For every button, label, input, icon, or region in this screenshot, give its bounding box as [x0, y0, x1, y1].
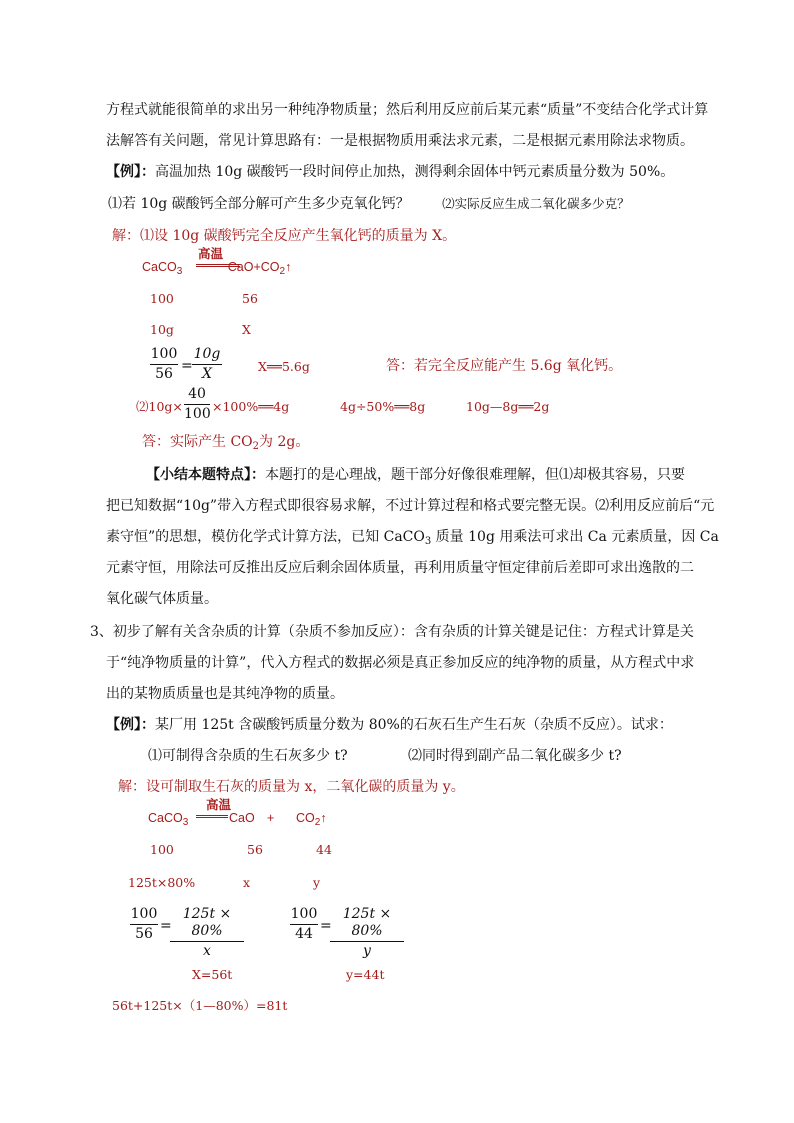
s1-fraction-a — [150, 346, 178, 383]
example1-label: 【例】： — [106, 164, 155, 180]
s2-plus: + — [267, 811, 275, 825]
s1-given1: 10g — [150, 322, 174, 337]
s1-mass2: 56 — [242, 291, 258, 306]
s1-reactant-sub: 3 — [176, 266, 183, 277]
section3-line-1: 3、初步了解有关含杂质的计算（杂质不参加反应）：含有杂质的计算关键是记住：方程式计算是关 — [90, 624, 694, 640]
s2-result-y: y=44t — [346, 967, 385, 982]
solution1-condition: 高温 — [198, 246, 224, 261]
s1-products-sub: 2 — [279, 266, 286, 277]
s1-answer2-sub: 2 — [252, 441, 260, 452]
s1-answer1: 答：若完全反应能产生 5.6g 氧化钙。 — [386, 358, 623, 374]
s1-fa-num: 100 — [150, 346, 178, 362]
s2-p2: CO — [296, 811, 315, 825]
summary-line-5: 氧化碳气体质量。 — [106, 591, 218, 607]
example1-q2: ⑵实际反应生成二氧化碳多少克？ — [442, 196, 630, 211]
s2-mass1: 100 — [150, 842, 174, 857]
s2-final: 56t+125t×（1—80%）=81t — [112, 998, 288, 1013]
s1-fa-den: 56 — [155, 366, 173, 382]
summary-3sub: 3 — [424, 536, 432, 547]
s1-c2-den: 100 — [184, 406, 211, 422]
s2-fc-bar — [290, 924, 318, 925]
s2-fc-den: 44 — [295, 926, 313, 942]
section3-line-3: 出的某物质质量也是其纯净物的质量。 — [106, 686, 344, 702]
intro-line-2: 法解答有关问题，常见计算思路有：一是根据物质用乘法求元素，二是根据元素用除法求物质。 — [106, 133, 694, 149]
s2-reactant-sub: 3 — [182, 817, 189, 828]
s2-fraction-c — [290, 906, 318, 943]
example1-q1: ⑴若 10g 碳酸钙全部分解可产生多少克氧化钙？ — [108, 196, 410, 212]
solution2-intro: 解：设可制取生石灰的质量为 x，二氧化碳的质量为 y。 — [118, 779, 465, 795]
s2-var-x: x — [243, 875, 251, 890]
s1-calc2-fraction — [184, 386, 210, 423]
s2-fraction-eq-1: = — [160, 918, 172, 934]
s1-arrow: ↑ — [285, 260, 292, 274]
s2-fraction-eq-2: = — [320, 918, 332, 934]
s2-result-x: X=56t — [192, 967, 233, 982]
example2-q2: ⑵同时得到副产品二氧化碳多少 t? — [408, 748, 622, 764]
section3-line-2: 于“纯净物质量的计算”，代入方程式的数据必须是真正参加反应的纯净物的质量，从方程式中求 — [106, 655, 695, 671]
s2-fa-bar — [130, 924, 158, 925]
s1-answer2-a: 答：实际产生 CO — [142, 434, 253, 450]
s1-fraction-b — [192, 346, 222, 383]
s1-products: CaO+CO — [227, 260, 280, 274]
example1-questions — [108, 195, 630, 213]
s1-mass1: 100 — [150, 291, 174, 306]
s2-arrow: ↑ — [320, 811, 327, 825]
example2-label: 【例】： — [106, 717, 155, 733]
s2-fb-bar — [170, 941, 244, 942]
example2-line — [106, 716, 673, 734]
s1-fraction-eq: = — [181, 358, 193, 374]
s2-fb-den: x — [203, 943, 211, 959]
s2-fd-bar — [330, 941, 404, 942]
s1-calc2-prefix: ⑵10g× — [136, 399, 183, 414]
s1-x-result: X══5.6g — [258, 359, 310, 374]
intro-line-1: 方程式就能很简单的求出另一种纯净物质量；然后利用反应前后某元素“质量”不变结合化学式计算 — [106, 102, 709, 118]
summary-line-3 — [106, 528, 719, 551]
summary-line-4: 元素守恒，用除法可反推出反应后剩余固体质量，再利用质量守恒定律前后差即可求出逸散的二 — [106, 560, 694, 576]
s2-fraction-a — [130, 906, 158, 943]
s2-fa-den: 56 — [135, 926, 153, 942]
s2-fc-num: 100 — [290, 906, 318, 922]
s1-fb-num: 10g — [193, 346, 221, 362]
summary-3a: 素守恒”的思想，模仿化学式计算方法，已知 CaCO — [106, 529, 425, 545]
summary-text-1: 本题打的是心理战，题干部分好像很难理解，但⑴却极其容易，只要 — [265, 467, 685, 483]
s2-product2 — [296, 809, 327, 832]
example2-text: 某厂用 125t 含碳酸钙质量分数为 80%的石灰石生产生石灰（杂质不反应）。试求： — [155, 717, 673, 733]
s1-answer2-b: 为 2g。 — [259, 434, 310, 450]
s2-mass3: 44 — [316, 842, 332, 857]
example1-text: 高温加热 10g 碳酸钙一段时间停止加热，测得剩余固体中钙元素质量分数为 50%。 — [155, 164, 675, 180]
s1-c2-num: 40 — [188, 386, 206, 402]
s2-var-y: y — [313, 875, 321, 890]
s2-fd-den: y — [363, 943, 371, 959]
s2-fa-num: 100 — [130, 906, 158, 922]
summary-3b: 质量 10g 用乘法可求出 Ca 元素质量，因 Ca — [431, 529, 719, 545]
s2-fb-num: 125t × 80% — [182, 906, 232, 939]
s1-fb-den: X — [202, 366, 212, 382]
summary-line-1 — [146, 466, 685, 484]
s1-given2: X — [242, 322, 251, 337]
s1-calc2-suffix: ×100%══4g — [212, 399, 290, 414]
s2-reactant: CaCO — [148, 811, 183, 825]
s1-calc3: 4g÷50%══8g — [340, 399, 426, 414]
solution1-equation — [142, 258, 291, 281]
example2-q1: ⑴可制得含杂质的生石灰多少 t? — [148, 748, 348, 764]
s1-reactant: CaCO — [142, 260, 177, 274]
s2-fraction-b — [170, 906, 244, 960]
s1-fb-bar — [192, 364, 222, 365]
s1-calc4: 10g—8g══2g — [466, 399, 550, 414]
solution1-intro: 解：⑴设 10g 碳酸钙完全反应产生氧化钙的质量为 X。 — [112, 228, 457, 244]
s1-fa-bar — [150, 364, 178, 365]
summary-line-2: 把已知数据“10g”带入方程式即很容易求解，不过计算过程和格式要完整无误。⑵利用反应前后“元 — [106, 498, 715, 514]
s1-c2-bar — [184, 404, 210, 405]
s2-fd-num: 125t × 80% — [342, 906, 392, 939]
solution2-equals-bar — [196, 815, 228, 818]
summary-label: 【小结本题特点】： — [146, 467, 265, 483]
s2-fraction-d — [330, 906, 404, 960]
s1-answer2 — [142, 433, 309, 456]
s2-p2-sub: 2 — [314, 817, 321, 828]
s2-product1: CaO — [229, 811, 255, 825]
solution2-condition: 高温 — [206, 797, 232, 812]
solution2-equation — [148, 809, 188, 832]
s2-given: 125t×80% — [128, 875, 196, 890]
s2-mass2: 56 — [247, 842, 263, 857]
example1-line — [106, 163, 674, 181]
